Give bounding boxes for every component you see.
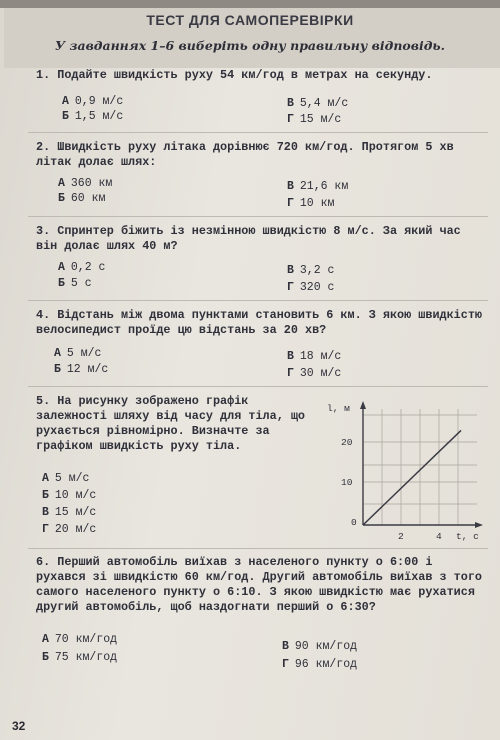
question-4-text: 4. Відстань між двома пунктами становить 6 км. З якою швидкістю велосипедист проїде цю відстань за 20 хв? — [36, 308, 482, 337]
question-4-answer-d: Г 30 м/с — [287, 367, 342, 380]
question-2-answer-c: В 21,6 км — [287, 180, 349, 193]
distance-time-line — [363, 430, 461, 525]
divider — [28, 386, 488, 387]
y-axis-label: l, м — [327, 403, 350, 414]
question-1-answer-a: А 0,9 м/с — [62, 95, 124, 108]
question-2-answer-b: Б 60 км — [58, 192, 106, 205]
question-5-answer-a: А 5 м/с — [42, 472, 90, 485]
question-6-answer-a: А 70 км/год — [42, 633, 118, 646]
page-number: 32 — [12, 719, 26, 733]
question-6-answer-b: Б 75 км/год — [42, 651, 118, 664]
question-3-answer-c: В 3,2 с — [287, 264, 335, 277]
y-tick-label: 10 — [341, 477, 353, 488]
question-2-answer-d: Г 10 км — [287, 197, 335, 210]
x-tick-label: 0 — [351, 517, 357, 528]
question-3-answer-a: А 0,2 с — [58, 261, 106, 274]
x-tick-label: 4 — [436, 531, 442, 542]
question-3-text: 3. Спринтер біжить із незмінною швидкістю 8 м/с. За який час він долає шлях 40 м? — [36, 224, 461, 253]
divider — [28, 216, 488, 217]
page-title: ТЕСТ ДЛЯ САМОПЕРЕВІРКИ — [146, 12, 354, 28]
divider — [28, 548, 488, 549]
top-edge — [0, 0, 500, 8]
graph-svg — [325, 397, 485, 545]
question-1-answer-d: Г 15 м/с — [287, 113, 342, 126]
instruction-text: У завданнях 1–6 виберіть одну правильну відповідь. — [55, 38, 445, 53]
question-5-answer-b: Б 10 м/с — [42, 489, 97, 502]
question-1-text: 1. Подайте швидкість руху 54 км/год в метрах на секунду. — [36, 68, 433, 82]
question-5-answer-c: В 15 м/с — [42, 506, 97, 519]
question-4-answer-b: Б 12 м/с — [54, 363, 109, 376]
question-2-answer-a: А 360 км — [58, 177, 113, 190]
question-6-answer-c: В 90 км/год — [282, 640, 358, 653]
question-4-answer-a: А 5 м/с — [54, 347, 102, 360]
graph-axes — [360, 401, 483, 528]
question-1-answer-b: Б 1,5 м/с — [62, 110, 124, 123]
question-5-text: 5. На рисунку зображено графік залежності шляху від часу для тіла, що рухається рівномірно. Визначте за графіком швидкість руху тіла. — [36, 394, 306, 453]
x-axis-label: t, с — [456, 531, 479, 542]
question-3-answer-b: Б 5 с — [58, 277, 92, 290]
question-1-answer-c: В 5,4 м/с — [287, 97, 349, 110]
question-6-answer-d: Г 96 км/год — [282, 658, 358, 671]
x-tick-label: 2 — [398, 531, 404, 542]
y-tick-label: 20 — [341, 437, 353, 448]
question-5-answer-d: Г 20 м/с — [42, 523, 97, 536]
question-4-answer-c: В 18 м/с — [287, 350, 342, 363]
distance-time-graph — [325, 397, 485, 545]
question-2-text: 2. Швидкість руху літака дорівнює 720 км/год. Протягом 5 хв літак долає шлях: — [36, 140, 454, 169]
divider — [28, 132, 488, 133]
question-6-text: 6. Перший автомобіль виїхав з населеного пункту о 6:00 і рухався зі швидкістю 60 км/год. Другий автомобіль виїхав з того самого населеного пункту о 6:10. З якою швидкістю має рухатися другий автомобіль, щоб наздогнати перший о 6:30? — [36, 555, 482, 614]
divider — [28, 300, 488, 301]
question-3-answer-d: Г 320 с — [287, 281, 335, 294]
